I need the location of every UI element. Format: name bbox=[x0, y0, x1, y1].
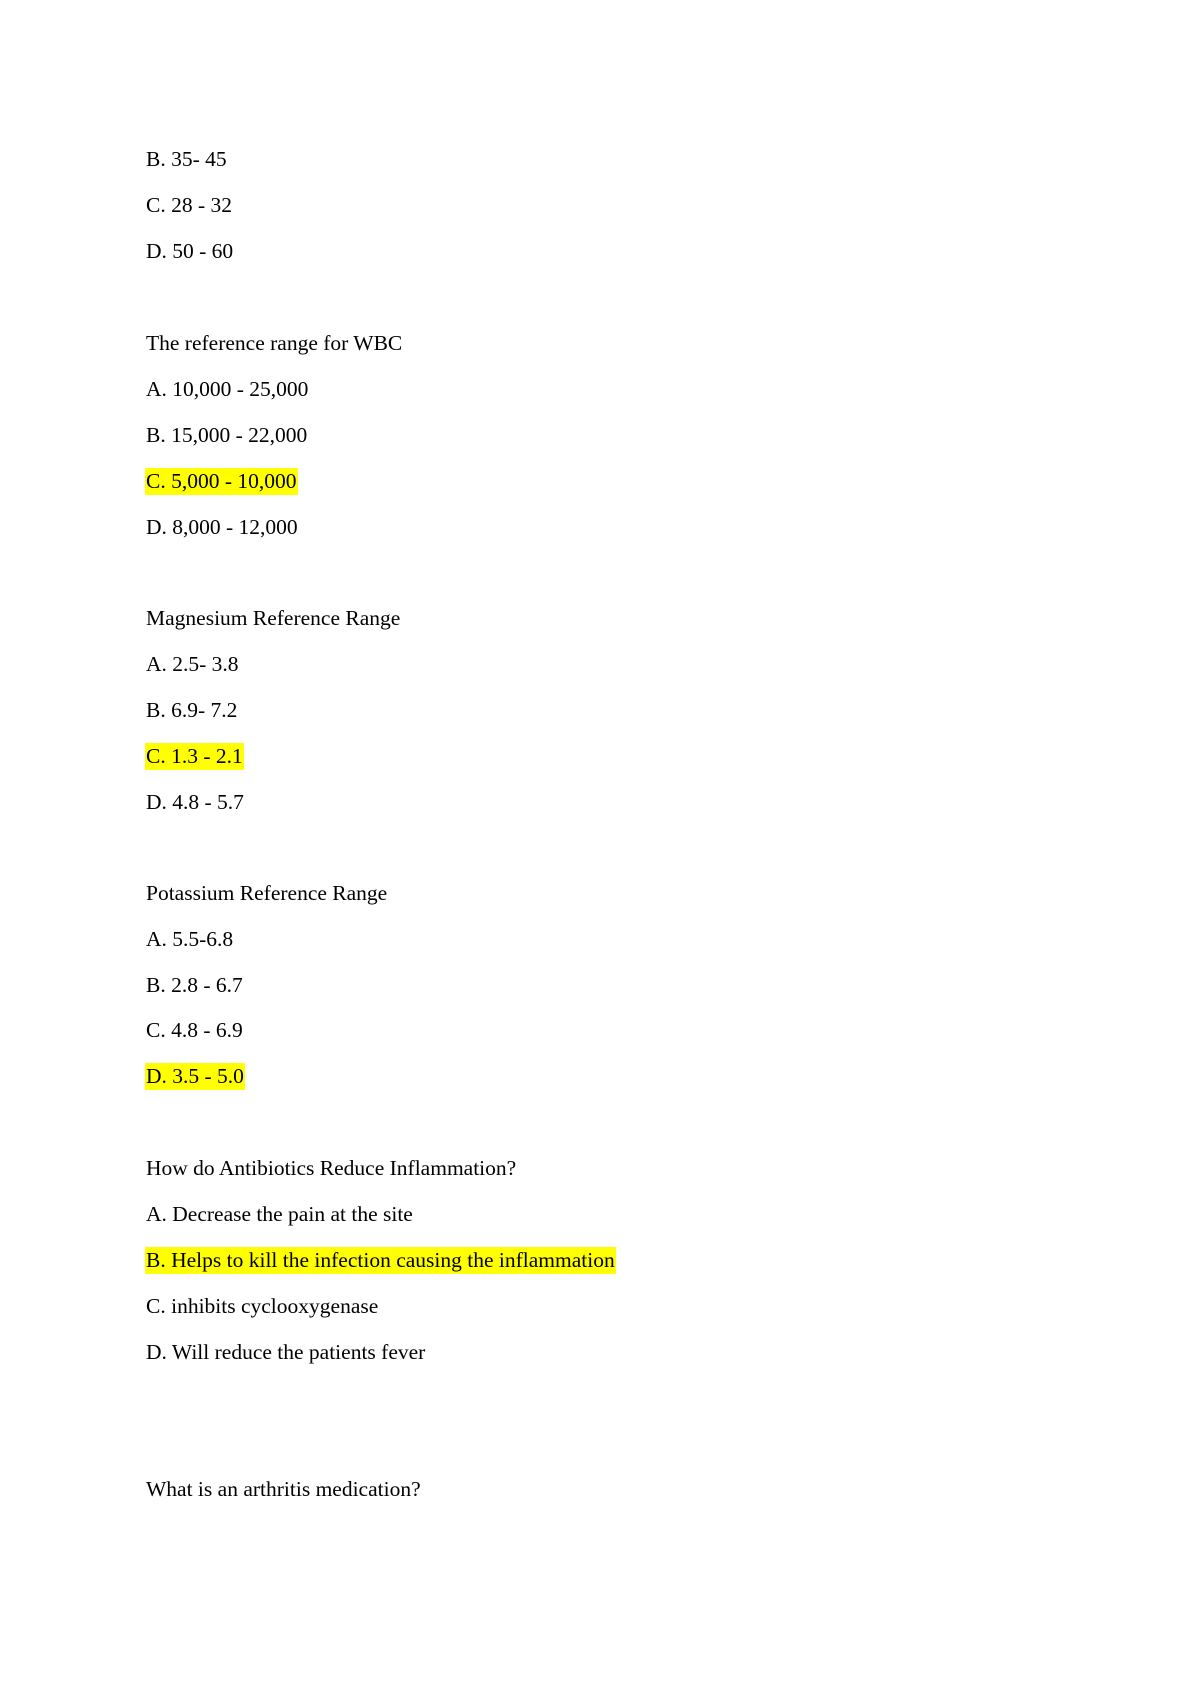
antibiotics-option-b-highlighted: B. Helps to kill the infection causing the inflammation bbox=[146, 1248, 615, 1272]
antibiotics-option-c: C. inhibits cyclooxygenase bbox=[146, 1294, 379, 1318]
potassium-option-a: A. 5.5-6.8 bbox=[146, 927, 234, 951]
question-potassium-range: Potassium Reference Range bbox=[146, 881, 388, 905]
antibiotics-option-d: D. Will reduce the patients fever bbox=[146, 1340, 426, 1364]
wbc-option-b: B. 15,000 - 22,000 bbox=[146, 423, 308, 447]
potassium-option-d-highlighted: D. 3.5 - 5.0 bbox=[146, 1064, 244, 1088]
question-wbc-range: The reference range for WBC bbox=[146, 331, 403, 355]
question-antibiotics-inflammation: How do Antibiotics Reduce Inflammation? bbox=[146, 1156, 517, 1180]
magnesium-option-a: A. 2.5- 3.8 bbox=[146, 652, 239, 676]
wbc-option-a: A. 10,000 - 25,000 bbox=[146, 377, 309, 401]
magnesium-option-c-highlighted: C. 1.3 - 2.1 bbox=[146, 744, 243, 768]
question-magnesium-range: Magnesium Reference Range bbox=[146, 606, 401, 630]
wbc-option-c-highlighted: C. 5,000 - 10,000 bbox=[146, 469, 297, 493]
magnesium-option-b: B. 6.9- 7.2 bbox=[146, 698, 238, 722]
option-c-text: C. 28 - 32 bbox=[146, 193, 232, 217]
option-d-text: D. 50 - 60 bbox=[146, 239, 234, 263]
question-arthritis-medication: What is an arthritis medication? bbox=[146, 1477, 421, 1501]
option-b-text: B. 35- 45 bbox=[146, 147, 227, 171]
antibiotics-option-a: A. Decrease the pain at the site bbox=[146, 1202, 413, 1226]
wbc-option-d: D. 8,000 - 12,000 bbox=[146, 515, 298, 539]
potassium-option-b: B. 2.8 - 6.7 bbox=[146, 973, 243, 997]
magnesium-option-d: D. 4.8 - 5.7 bbox=[146, 790, 244, 814]
potassium-option-c: C. 4.8 - 6.9 bbox=[146, 1018, 243, 1042]
